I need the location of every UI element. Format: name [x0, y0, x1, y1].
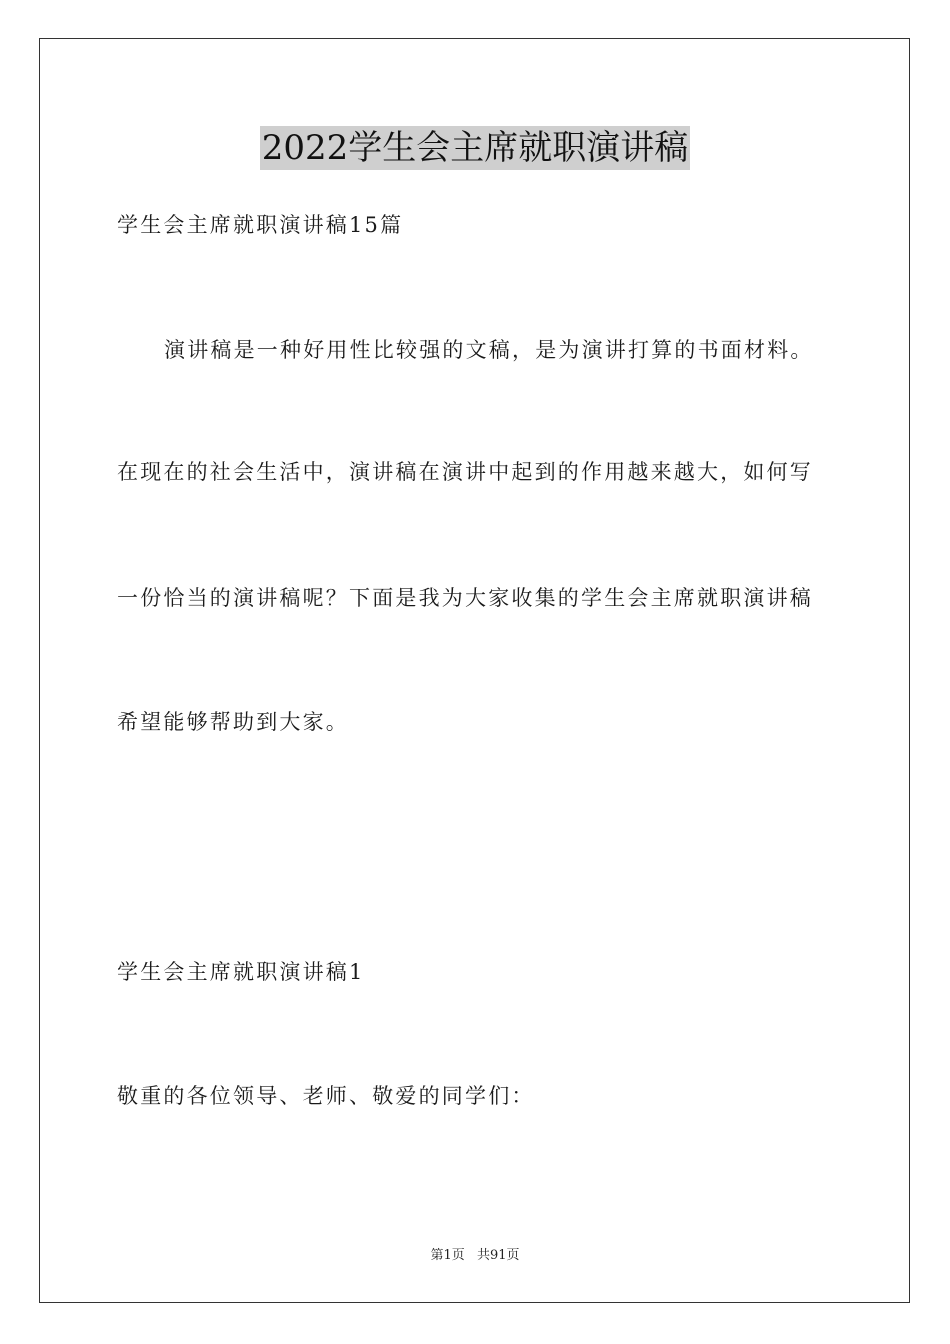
document-subtitle: 学生会主席就职演讲稿15篇: [117, 213, 404, 237]
page-footer: [0, 1247, 950, 1265]
greeting-line: 敬重的各位领导、老师、敬爱的同学们：: [117, 1084, 535, 1108]
document-title: 2022学生会主席就职演讲稿: [261, 128, 689, 168]
paragraph-line: 在现在的社会生活中，演讲稿在演讲中起到的作用越来越大，如何写: [117, 460, 813, 484]
page-number: 第1页: [430, 1248, 465, 1263]
paragraph-line: 一份恰当的演讲稿呢？下面是我为大家收集的学生会主席就职演讲稿: [117, 586, 813, 610]
paragraph-line: 演讲稿是一种好用性比较强的文稿，是为演讲打算的书面材料。: [164, 338, 814, 362]
section-heading: 学生会主席就职演讲稿1: [117, 960, 365, 984]
title-container: [0, 126, 950, 170]
page-total: 共91页: [476, 1248, 520, 1263]
paragraph-line: 希望能够帮助到大家。: [117, 710, 349, 734]
